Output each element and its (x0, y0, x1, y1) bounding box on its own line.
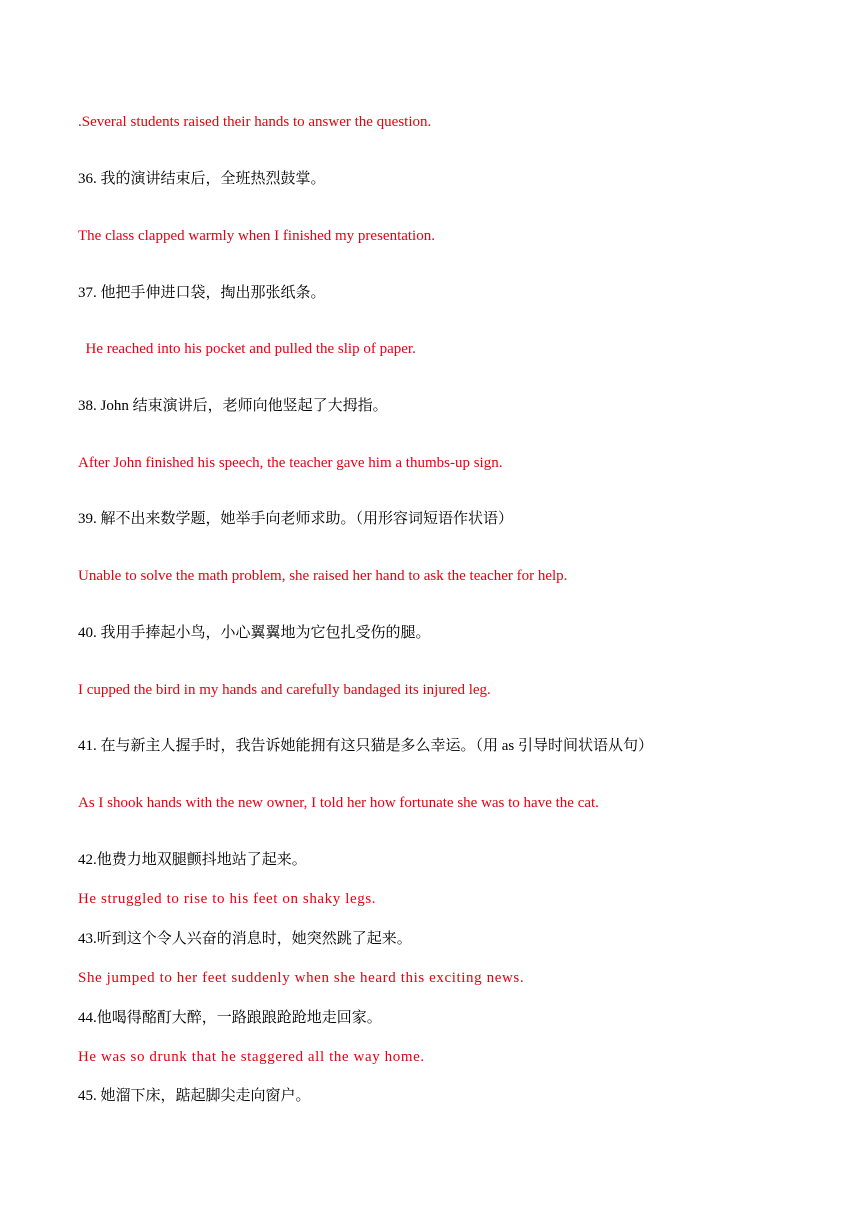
question-44: 44.他喝得酩酊大醉，一路踉踉跄跄地走回家。 (78, 1010, 382, 1026)
answer-42: He struggled to rise to his feet on shaky legs. (78, 891, 377, 907)
question-37: 37. 他把手伸进口袋，掏出那张纸条。 (78, 285, 326, 301)
answer-40: I cupped the bird in my hands and carefully bandaged its injured leg. (78, 682, 491, 698)
answer-36: The class clapped warmly when I finished my presentation. (78, 228, 435, 244)
answer-38: After John finished his speech, the teacher gave him a thumbs-up sign. (78, 455, 503, 471)
answer-37: He reached into his pocket and pulled the slip of paper. (78, 341, 416, 357)
question-38: 38. John 结束演讲后，老师向他竖起了大拇指。 (78, 398, 388, 414)
question-45: 45. 她溜下床，踮起脚尖走向窗户。 (78, 1088, 311, 1104)
question-39: 39. 解不出来数学题，她举手向老师求助。（用形容词短语作状语） (78, 511, 514, 527)
answer-43: She jumped to her feet suddenly when she heard this exciting news. (78, 970, 525, 986)
question-42: 42.他费力地双腿颤抖地站了起来。 (78, 852, 307, 868)
answer-35: .Several students raised their hands to answer the question. (78, 114, 432, 130)
question-40: 40. 我用手捧起小鸟，小心翼翼地为它包扎受伤的腿。 (78, 625, 431, 641)
question-41: 41. 在与新主人握手时，我告诉她能拥有这只猫是多么幸运。（用 as 引导时间状语从句） (78, 738, 653, 754)
answer-41: As I shook hands with the new owner, I told her how fortunate she was to have the cat. (78, 795, 599, 811)
answer-44: He was so drunk that he staggered all the way home. (78, 1049, 425, 1065)
answer-39: Unable to solve the math problem, she raised her hand to ask the teacher for help. (78, 568, 568, 584)
question-36: 36. 我的演讲结束后，全班热烈鼓掌。 (78, 171, 326, 187)
question-43: 43.听到这个令人兴奋的消息时，她突然跳了起来。 (78, 931, 412, 947)
